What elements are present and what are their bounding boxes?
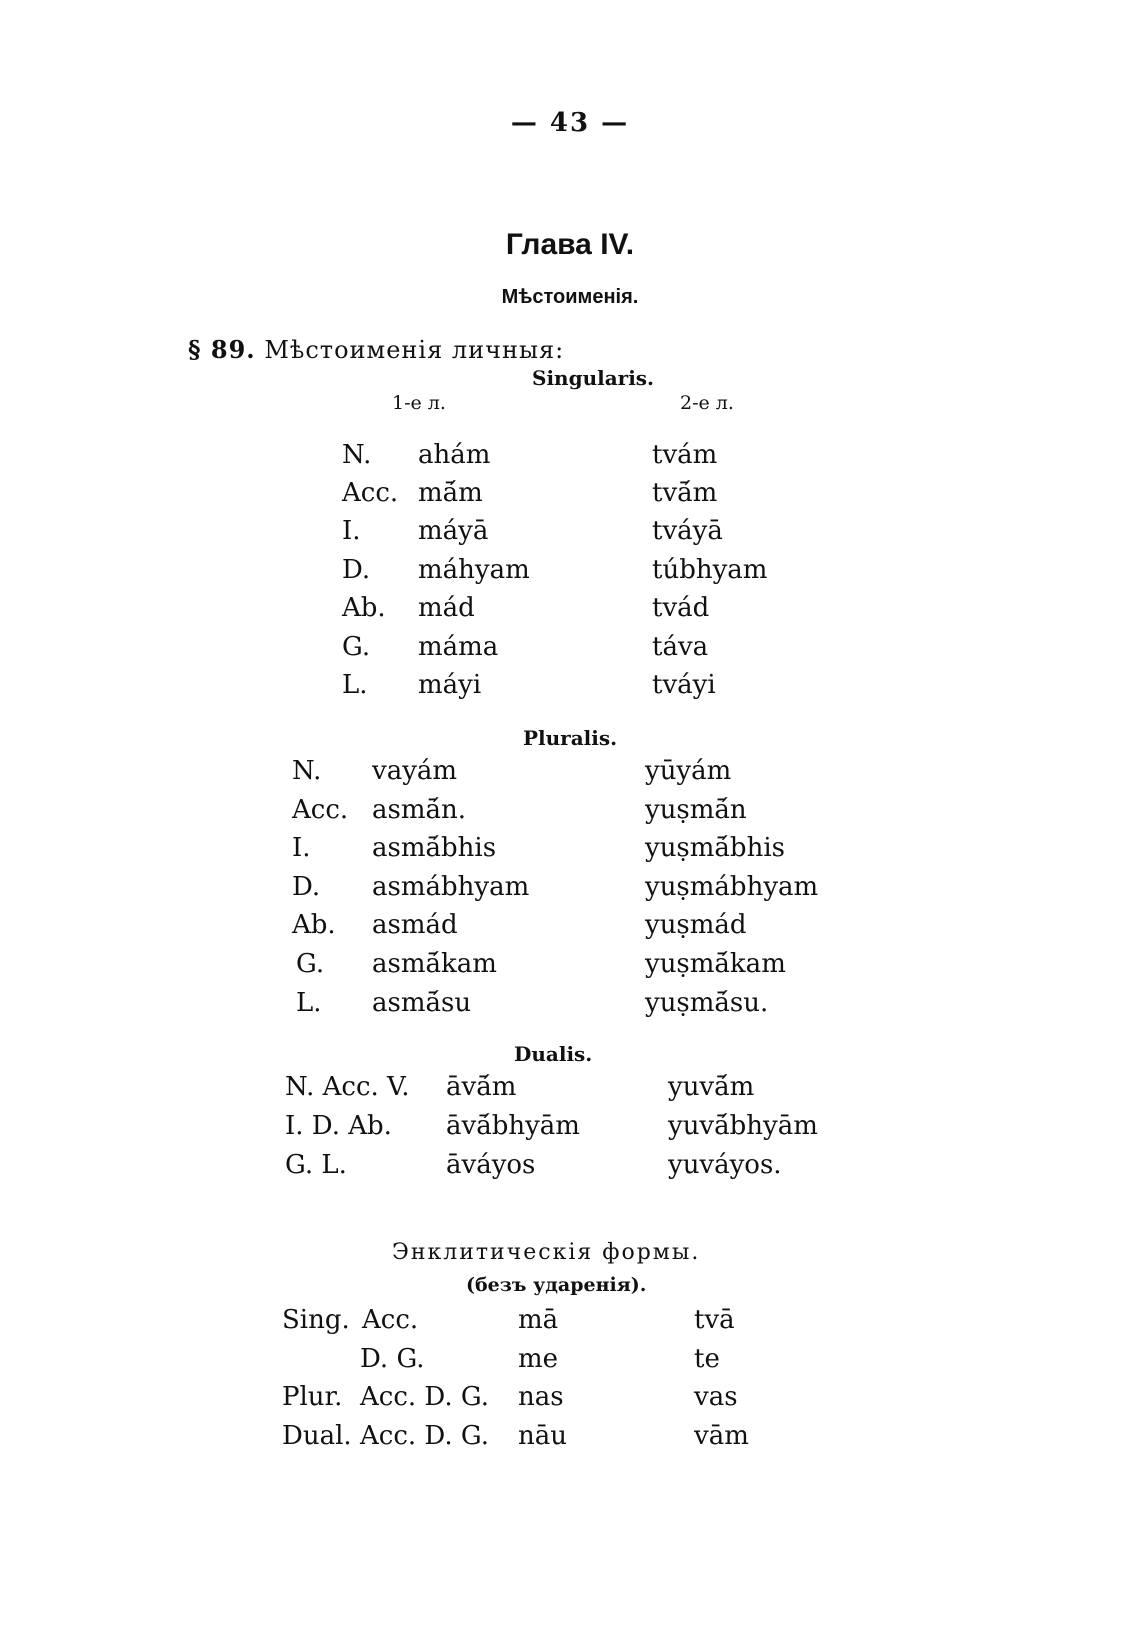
case-label: G. L. [285,1150,347,1180]
case-label: I. [342,516,361,546]
section-heading [188,335,564,364]
section-title: Мѣстоименія личныя: [264,336,565,364]
second-person-form: tvā [694,1305,735,1335]
second-person-form: yuṣmád [645,910,747,940]
second-person-form: vas [694,1382,738,1412]
case-label: Ab. [342,593,386,623]
second-person-form: yuṣmā́bhis [645,833,785,863]
case-label: Acc. D. G. [360,1421,489,1451]
singularis-heading: Singularis. [532,366,655,390]
second-person-form: yuṣmā́su. [645,988,769,1018]
second-person-form: te [694,1344,720,1374]
person-1-label: 1-е л. [392,392,446,414]
second-person-form: tváyā [652,516,723,546]
page-number: — 43 — [510,108,630,138]
case-label: N. Acc. V. [285,1072,410,1102]
second-person-form: tváyi [652,670,716,700]
first-person-form: mā [518,1305,559,1335]
enclitic-heading: Энклитическія формы. [392,1240,701,1265]
case-label: D. [342,555,371,585]
first-person-form: asmád [372,910,458,940]
second-person-form: yuvā́bhyām [668,1111,818,1141]
second-person-form: tvā́m [652,478,718,508]
second-person-form: tvám [652,440,718,470]
first-person-form: āvā́bhyām [446,1111,580,1141]
case-label: N. [342,440,372,470]
first-person-form: mā́m [418,478,483,508]
case-label: G. [296,949,325,979]
case-label: D. [292,872,321,902]
case-label: Acc. [362,1305,419,1335]
second-person-form: táva [652,632,709,662]
chapter-subtitle: Мѣстоименія. [501,286,639,308]
number-label: Sing. [282,1305,350,1335]
case-label: Acc. D. G. [360,1382,489,1412]
first-person-form: asmā́su [372,988,472,1018]
section-mark: § 89. [188,335,256,364]
person-2-label: 2-е л. [680,392,734,414]
second-person-form: tvád [652,593,710,623]
enclitic-subheading: (безъ ударенія). [466,1274,647,1296]
first-person-form: me [518,1344,559,1374]
second-person-form: túbhyam [652,555,768,585]
second-person-form: yuṣmā́kam [645,949,786,979]
first-person-form: vayám [372,756,458,786]
first-person-form: āvā́m [446,1072,517,1102]
second-person-form: yuṣmábhyam [645,872,819,902]
second-person-form: yūyám [645,756,732,786]
case-label: I. D. Ab. [285,1111,392,1141]
first-person-form: máhyam [418,555,530,585]
first-person-form: mád [418,593,475,623]
second-person-form: yuṣmā́n [645,795,747,825]
case-label: L. [342,670,368,700]
second-person-form: yuváyos. [668,1150,782,1180]
chapter-title: Глава IV. [505,228,635,261]
case-label: Ab. [292,910,336,940]
number-label: Dual. [282,1421,352,1451]
first-person-form: máyi [418,670,482,700]
pluralis-heading: Pluralis. [523,726,618,750]
first-person-form: nāu [518,1421,567,1451]
case-label: G. [342,632,371,662]
first-person-form: āváyos [446,1150,536,1180]
case-label: Acc. [292,795,349,825]
first-person-form: asmábhyam [372,872,530,902]
case-label: N. [292,756,322,786]
second-person-form: vām [694,1421,749,1451]
first-person-form: ahám [418,440,491,470]
first-person-form: asmā́kam [372,949,497,979]
number-label: Plur. [282,1382,343,1412]
dualis-heading: Dualis. [514,1042,593,1066]
first-person-form: asmā́bhis [372,833,497,863]
case-label: D. G. [360,1344,425,1374]
first-person-form: asmā́n. [372,795,467,825]
first-person-form: máyā [418,516,489,546]
first-person-form: máma [418,632,499,662]
case-label: Acc. [342,478,399,508]
first-person-form: nas [518,1382,564,1412]
case-label: I. [292,833,311,863]
case-label: L. [296,988,322,1018]
second-person-form: yuvā́m [668,1072,755,1102]
